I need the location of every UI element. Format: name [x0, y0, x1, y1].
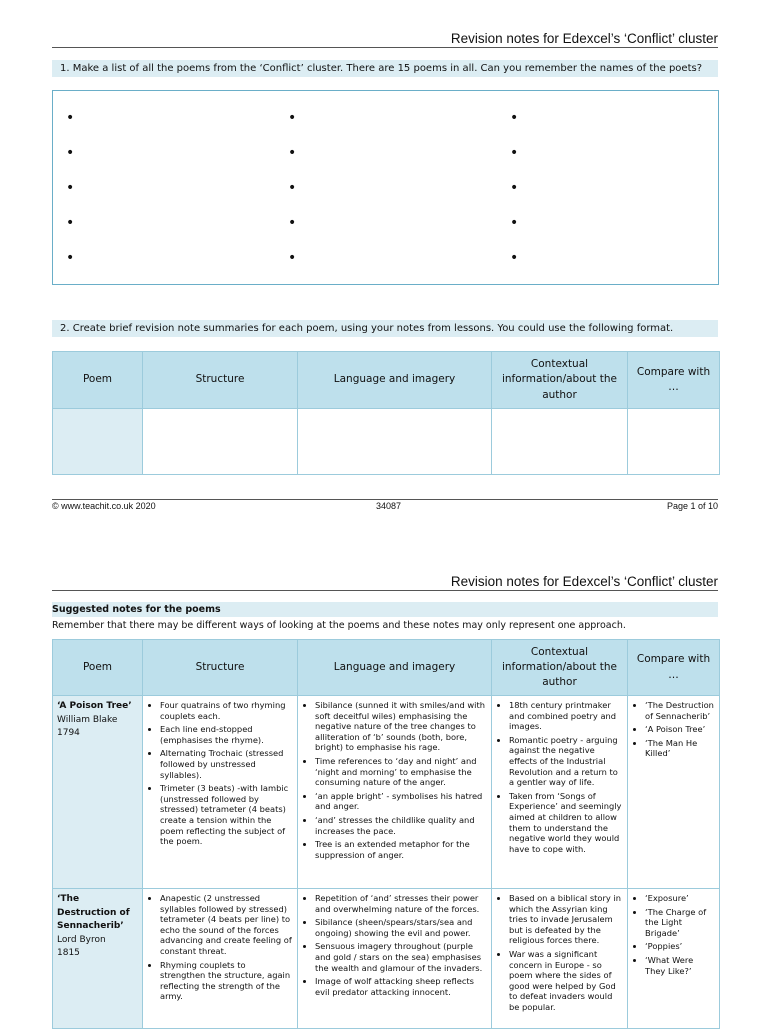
list-bullet: • [510, 180, 519, 196]
list-item: • Tree is an extended metaphor for the suppression of anger. [315, 839, 486, 860]
footer-copyright: © www.teachit.co.uk 2020 [52, 501, 156, 511]
list-item: • Repetition of ‘and’ stresses their power and overwhelming nature of the forces. [315, 893, 486, 914]
header-compare: Compare with … [628, 640, 720, 696]
list-item: • ‘The Man He Killed’ [645, 738, 714, 759]
list-item: • Anapestic (2 unstressed syllables followed by stressed) tetrameter (4 beats per line) to echo the sound of the forces advancing and create feeling of constant threat. [160, 893, 292, 957]
suggested-notes-table [52, 639, 720, 1029]
list-bullet: • [66, 110, 75, 126]
header-structure: Structure [143, 352, 298, 409]
list-item: • ‘What Were They Like?’ [645, 955, 714, 976]
list-bullet: • [510, 215, 519, 231]
page2-header: Revision notes for Edexcel’s ‘Conflict’ cluster [450, 574, 718, 589]
page1-header-rule [52, 47, 718, 48]
list-item: • Romantic poetry - arguing against the negative effects of the Industrial Revolution and a return to a gentler way of life. [509, 735, 622, 788]
header-context: Contextual information/about the author [492, 352, 628, 409]
blank-compare-cell[interactable] [628, 409, 720, 475]
poem-cell [53, 889, 143, 1029]
list-item: • ‘The Destruction of Sennacherib’ [645, 700, 714, 721]
list-bullet: • [288, 110, 297, 126]
language-cell [298, 889, 492, 1029]
list-item: • Four quatrains of two rhyming couplets each. [160, 700, 292, 721]
context-cell [492, 889, 628, 1029]
language-cell [298, 696, 492, 889]
table-row [53, 696, 720, 889]
compare-cell [628, 696, 720, 889]
list-item: • Each line end-stopped (emphasises the rhyme). [160, 724, 292, 745]
poem-year: 1794 [57, 728, 80, 738]
blank-poem-cell[interactable] [53, 409, 143, 475]
header-compare: Compare with … [628, 352, 720, 409]
list-item: • Sibilance (sunned it with smiles/and with soft deceitful wiles) emphasising the negative nature of the tree changes to alliteration of ‘b’ sounds (both, bore, bright) to emphasise his rage. [315, 700, 486, 753]
list-item: • ‘and’ stresses the childlike quality and increases the pace. [315, 815, 486, 836]
poem-title: ‘A Poison Tree’ [57, 701, 132, 711]
question-1: 1. Make a list of all the poems from the ‘Conflict’ cluster. There are 15 poems in all. Can you remember the names of the poets? [52, 60, 718, 77]
header-context: Contextual information/about the author [492, 640, 628, 696]
list-item: • ‘Poppies’ [645, 941, 714, 952]
header-language: Language and imagery [298, 640, 492, 696]
blank-language-cell[interactable] [298, 409, 492, 475]
blank-context-cell[interactable] [492, 409, 628, 475]
poem-title: ‘The Destruction of Sennacherib’ [57, 894, 130, 931]
footer-code: 34087 [376, 501, 402, 511]
list-item: • ‘The Charge of the Light Brigade’ [645, 907, 714, 939]
table-row [53, 889, 720, 1029]
suggested-notes-heading: Suggested notes for the poems [52, 602, 718, 617]
intro-text: Remember that there may be different ways of looking at the poems and these notes may only represent one approach. [52, 620, 626, 631]
header-poem: Poem [53, 640, 143, 696]
list-item: • Alternating Trochaic (stressed followed by unstressed syllables). [160, 748, 292, 780]
structure-cell [143, 696, 298, 889]
poem-cell [53, 696, 143, 889]
poem-year: 1815 [57, 948, 80, 958]
list-item: • War was a significant concern in Europe - so poem where the sides of good were helped by God to defeat invaders would be popular. [509, 949, 622, 1013]
list-item: • Sensuous imagery throughout (purple and gold / stars on the sea) emphasises the wealth and glamour of the invaders. [315, 941, 486, 973]
list-item: • Sibilance (sheen/spears/stars/sea and ongoing) showing the evil and power. [315, 917, 486, 938]
list-item: • Rhyming couplets to strengthen the structure, again reflecting the strength of the army. [160, 960, 292, 1002]
header-poem: Poem [53, 352, 143, 409]
page1-header: Revision notes for Edexcel’s ‘Conflict’ cluster [450, 31, 718, 46]
list-bullet: • [510, 110, 519, 126]
footer-page-number: Page 1 of 10 [666, 501, 718, 511]
list-item: • Image of wolf attacking sheep reflects evil predator attacking innocent. [315, 976, 486, 997]
structure-cell [143, 889, 298, 1029]
page2-header-rule [52, 590, 718, 591]
blank-summary-table [52, 351, 720, 475]
page1-footer-rule [52, 499, 718, 500]
list-bullet: • [510, 145, 519, 161]
list-item: • Trimeter (3 beats) -with Iambic (unstressed followed by stressed) tetrameter (4 beats) create a tension within the poem reflecting the subject of the poem. [160, 783, 292, 847]
list-item: • ‘an apple bright’ - symbolises his hatred and anger. [315, 791, 486, 812]
list-bullet: • [288, 250, 297, 266]
list-bullet: • [66, 180, 75, 196]
question-2: 2. Create brief revision note summaries for each poem, using your notes from lessons. You could use the following format. [52, 320, 718, 337]
list-bullet: • [66, 145, 75, 161]
list-bullet: • [66, 250, 75, 266]
list-item: • ‘Exposure’ [645, 893, 714, 904]
list-bullet: • [66, 215, 75, 231]
list-bullet: • [510, 250, 519, 266]
list-bullet: • [288, 215, 297, 231]
list-item: • Based on a biblical story in which the Assyrian king tries to invade Jerusalem but is defeated by the religious forces there. [509, 893, 622, 946]
header-structure: Structure [143, 640, 298, 696]
list-bullet: • [288, 180, 297, 196]
list-item: • Time references to ‘day and night’ and ‘night and morning’ to emphasise the consuming nature of the anger. [315, 756, 486, 788]
list-item: • 18th century printmaker and combined poetry and images. [509, 700, 622, 732]
header-language: Language and imagery [298, 352, 492, 409]
poem-list-box[interactable] [52, 90, 719, 285]
list-item: • ‘A Poison Tree’ [645, 724, 714, 735]
context-cell [492, 696, 628, 889]
poem-author: William Blake [57, 714, 118, 725]
blank-structure-cell[interactable] [143, 409, 298, 475]
poem-author: Lord Byron [57, 934, 106, 945]
list-item: • Taken from ‘Songs of Experience’ and seemingly aimed at children to allow them to understand the negative world they would have to cope with. [509, 791, 622, 855]
list-bullet: • [288, 145, 297, 161]
compare-cell [628, 889, 720, 1029]
